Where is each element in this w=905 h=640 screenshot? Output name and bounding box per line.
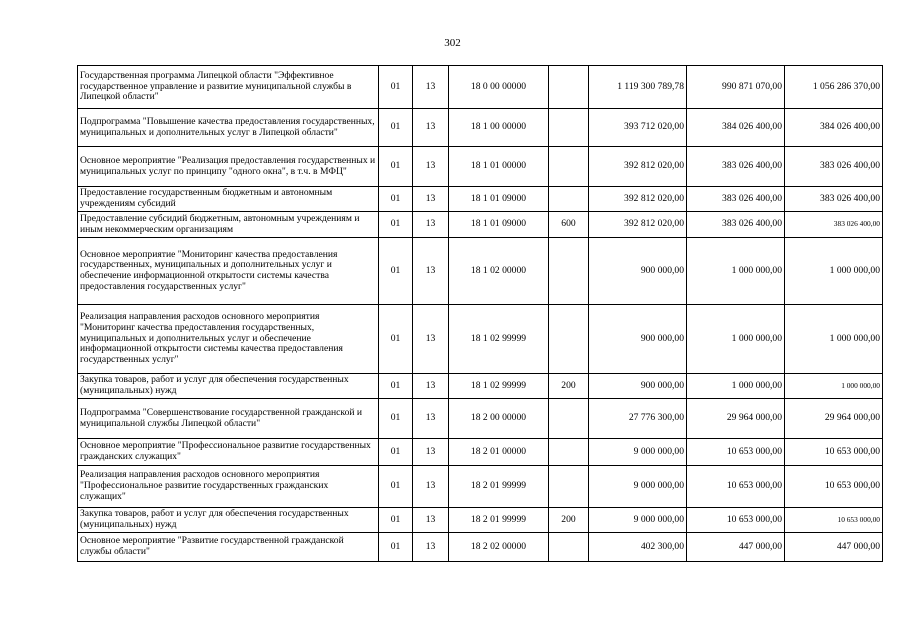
expense-type-code <box>549 399 589 439</box>
target-article-code: 18 1 00 00000 <box>449 109 549 147</box>
amount-year-3: 447 000,00 <box>785 533 883 562</box>
table-row <box>78 533 883 562</box>
ministry-code: 01 <box>379 439 413 466</box>
amount-year-2: 447 000,00 <box>687 533 785 562</box>
ministry-code: 01 <box>379 212 413 238</box>
table-row <box>78 187 883 212</box>
target-article-code: 18 2 02 00000 <box>449 533 549 562</box>
section-code: 13 <box>413 187 449 212</box>
target-article-code: 18 1 01 00000 <box>449 147 549 187</box>
row-name: Подпрограмма "Повышение качества предоставления государственных, муниципальных и дополнительных услуг в Липецкой области" <box>78 109 379 147</box>
ministry-code: 01 <box>379 187 413 212</box>
target-article-code: 18 2 01 99999 <box>449 466 549 508</box>
amount-year-1: 1 119 300 789,78 <box>589 66 687 109</box>
ministry-code: 01 <box>379 305 413 374</box>
amount-year-3: 1 000 000,00 <box>785 305 883 374</box>
amount-year-2: 10 653 000,00 <box>687 439 785 466</box>
expense-type-code <box>549 187 589 212</box>
row-name: Предоставление субсидий бюджетным, автономным учреждениям и иным некоммерческим организациям <box>78 212 379 238</box>
ministry-code: 01 <box>379 374 413 399</box>
target-article-code: 18 2 00 00000 <box>449 399 549 439</box>
budget-table <box>77 65 883 562</box>
expense-type-code: 200 <box>549 374 589 399</box>
amount-year-1: 27 776 300,00 <box>589 399 687 439</box>
amount-year-3: 1 056 286 370,00 <box>785 66 883 109</box>
amount-year-1: 900 000,00 <box>589 238 687 305</box>
table-row <box>78 212 883 238</box>
section-code: 13 <box>413 147 449 187</box>
expense-type-code: 200 <box>549 508 589 533</box>
table-row <box>78 238 883 305</box>
table-row <box>78 399 883 439</box>
ministry-code: 01 <box>379 66 413 109</box>
amount-year-1: 900 000,00 <box>589 374 687 399</box>
ministry-code: 01 <box>379 508 413 533</box>
amount-year-1: 402 300,00 <box>589 533 687 562</box>
expense-type-code <box>549 305 589 374</box>
section-code: 13 <box>413 238 449 305</box>
row-name: Подпрограмма "Совершенствование государственной гражданской и муниципальной службы Липецкой области" <box>78 399 379 439</box>
section-code: 13 <box>413 399 449 439</box>
amount-year-3: 29 964 000,00 <box>785 399 883 439</box>
amount-year-1: 9 000 000,00 <box>589 508 687 533</box>
amount-year-3: 383 026 400,00 <box>785 187 883 212</box>
amount-year-2: 1 000 000,00 <box>687 305 785 374</box>
amount-year-2: 10 653 000,00 <box>687 508 785 533</box>
amount-year-3: 383 026 400,00 <box>785 212 883 238</box>
amount-year-1: 9 000 000,00 <box>589 439 687 466</box>
row-name: Государственная программа Липецкой области "Эффективное государственное управление и развитие муниципальной службы в Липецкой области" <box>78 66 379 109</box>
ministry-code: 01 <box>379 238 413 305</box>
target-article-code: 18 1 01 09000 <box>449 212 549 238</box>
expense-type-code <box>549 466 589 508</box>
expense-type-code <box>549 109 589 147</box>
target-article-code: 18 1 02 00000 <box>449 238 549 305</box>
expense-type-code <box>549 533 589 562</box>
table-row <box>78 305 883 374</box>
target-article-code: 18 1 02 99999 <box>449 305 549 374</box>
table-row <box>78 147 883 187</box>
amount-year-3: 10 653 000,00 <box>785 508 883 533</box>
section-code: 13 <box>413 305 449 374</box>
ministry-code: 01 <box>379 466 413 508</box>
amount-year-3: 384 026 400,00 <box>785 109 883 147</box>
section-code: 13 <box>413 533 449 562</box>
row-name: Реализация направления расходов основного мероприятия "Профессиональное развитие государственных гражданских служащих" <box>78 466 379 508</box>
section-code: 13 <box>413 109 449 147</box>
amount-year-3: 10 653 000,00 <box>785 439 883 466</box>
table-row <box>78 374 883 399</box>
row-name: Закупка товаров, работ и услуг для обеспечения государственных (муниципальных) нужд <box>78 374 379 399</box>
section-code: 13 <box>413 466 449 508</box>
target-article-code: 18 2 01 99999 <box>449 508 549 533</box>
section-code: 13 <box>413 439 449 466</box>
amount-year-2: 1 000 000,00 <box>687 374 785 399</box>
amount-year-2: 10 653 000,00 <box>687 466 785 508</box>
amount-year-1: 393 712 020,00 <box>589 109 687 147</box>
target-article-code: 18 2 01 00000 <box>449 439 549 466</box>
ministry-code: 01 <box>379 109 413 147</box>
amount-year-2: 1 000 000,00 <box>687 238 785 305</box>
amount-year-2: 29 964 000,00 <box>687 399 785 439</box>
amount-year-2: 384 026 400,00 <box>687 109 785 147</box>
amount-year-1: 900 000,00 <box>589 305 687 374</box>
table-row <box>78 66 883 109</box>
amount-year-1: 392 812 020,00 <box>589 187 687 212</box>
row-name: Основное мероприятие "Профессиональное развитие государственных гражданских служащих" <box>78 439 379 466</box>
amount-year-2: 383 026 400,00 <box>687 187 785 212</box>
row-name: Предоставление государственным бюджетным и автономным учреждениям субсидий <box>78 187 379 212</box>
amount-year-2: 383 026 400,00 <box>687 147 785 187</box>
target-article-code: 18 1 02 99999 <box>449 374 549 399</box>
section-code: 13 <box>413 508 449 533</box>
amount-year-3: 1 000 000,00 <box>785 374 883 399</box>
amount-year-1: 392 812 020,00 <box>589 212 687 238</box>
ministry-code: 01 <box>379 147 413 187</box>
expense-type-code <box>549 147 589 187</box>
row-name: Реализация направления расходов основного мероприятия "Мониторинг качества предоставления государственных, муниципальных и дополнительных услуг и обеспечение информационной открытости системы качества предоставления государственных услуг" <box>78 305 379 374</box>
expense-type-code <box>549 66 589 109</box>
amount-year-1: 392 812 020,00 <box>589 147 687 187</box>
target-article-code: 18 1 01 09000 <box>449 187 549 212</box>
amount-year-1: 9 000 000,00 <box>589 466 687 508</box>
expense-type-code <box>549 439 589 466</box>
amount-year-3: 1 000 000,00 <box>785 238 883 305</box>
table-row <box>78 508 883 533</box>
table-row <box>78 109 883 147</box>
section-code: 13 <box>413 212 449 238</box>
table-row <box>78 466 883 508</box>
amount-year-3: 10 653 000,00 <box>785 466 883 508</box>
expense-type-code <box>549 238 589 305</box>
row-name: Основное мероприятие "Реализация предоставления государственных и муниципальных услуг по принципу "одного окна", в т.ч. в МФЦ" <box>78 147 379 187</box>
amount-year-2: 383 026 400,00 <box>687 212 785 238</box>
row-name: Закупка товаров, работ и услуг для обеспечения государственных (муниципальных) нужд <box>78 508 379 533</box>
section-code: 13 <box>413 374 449 399</box>
amount-year-3: 383 026 400,00 <box>785 147 883 187</box>
expense-type-code: 600 <box>549 212 589 238</box>
table-row <box>78 439 883 466</box>
page-number: 302 <box>444 37 461 49</box>
ministry-code: 01 <box>379 533 413 562</box>
row-name: Основное мероприятие "Развитие государственной гражданской службы области" <box>78 533 379 562</box>
amount-year-2: 990 871 070,00 <box>687 66 785 109</box>
ministry-code: 01 <box>379 399 413 439</box>
section-code: 13 <box>413 66 449 109</box>
row-name: Основное мероприятие "Мониторинг качества предоставления государственных, муниципальных и дополнительных услуг и обеспечение информационной открытости системы качества предоставления государственных услуг" <box>78 238 379 305</box>
target-article-code: 18 0 00 00000 <box>449 66 549 109</box>
